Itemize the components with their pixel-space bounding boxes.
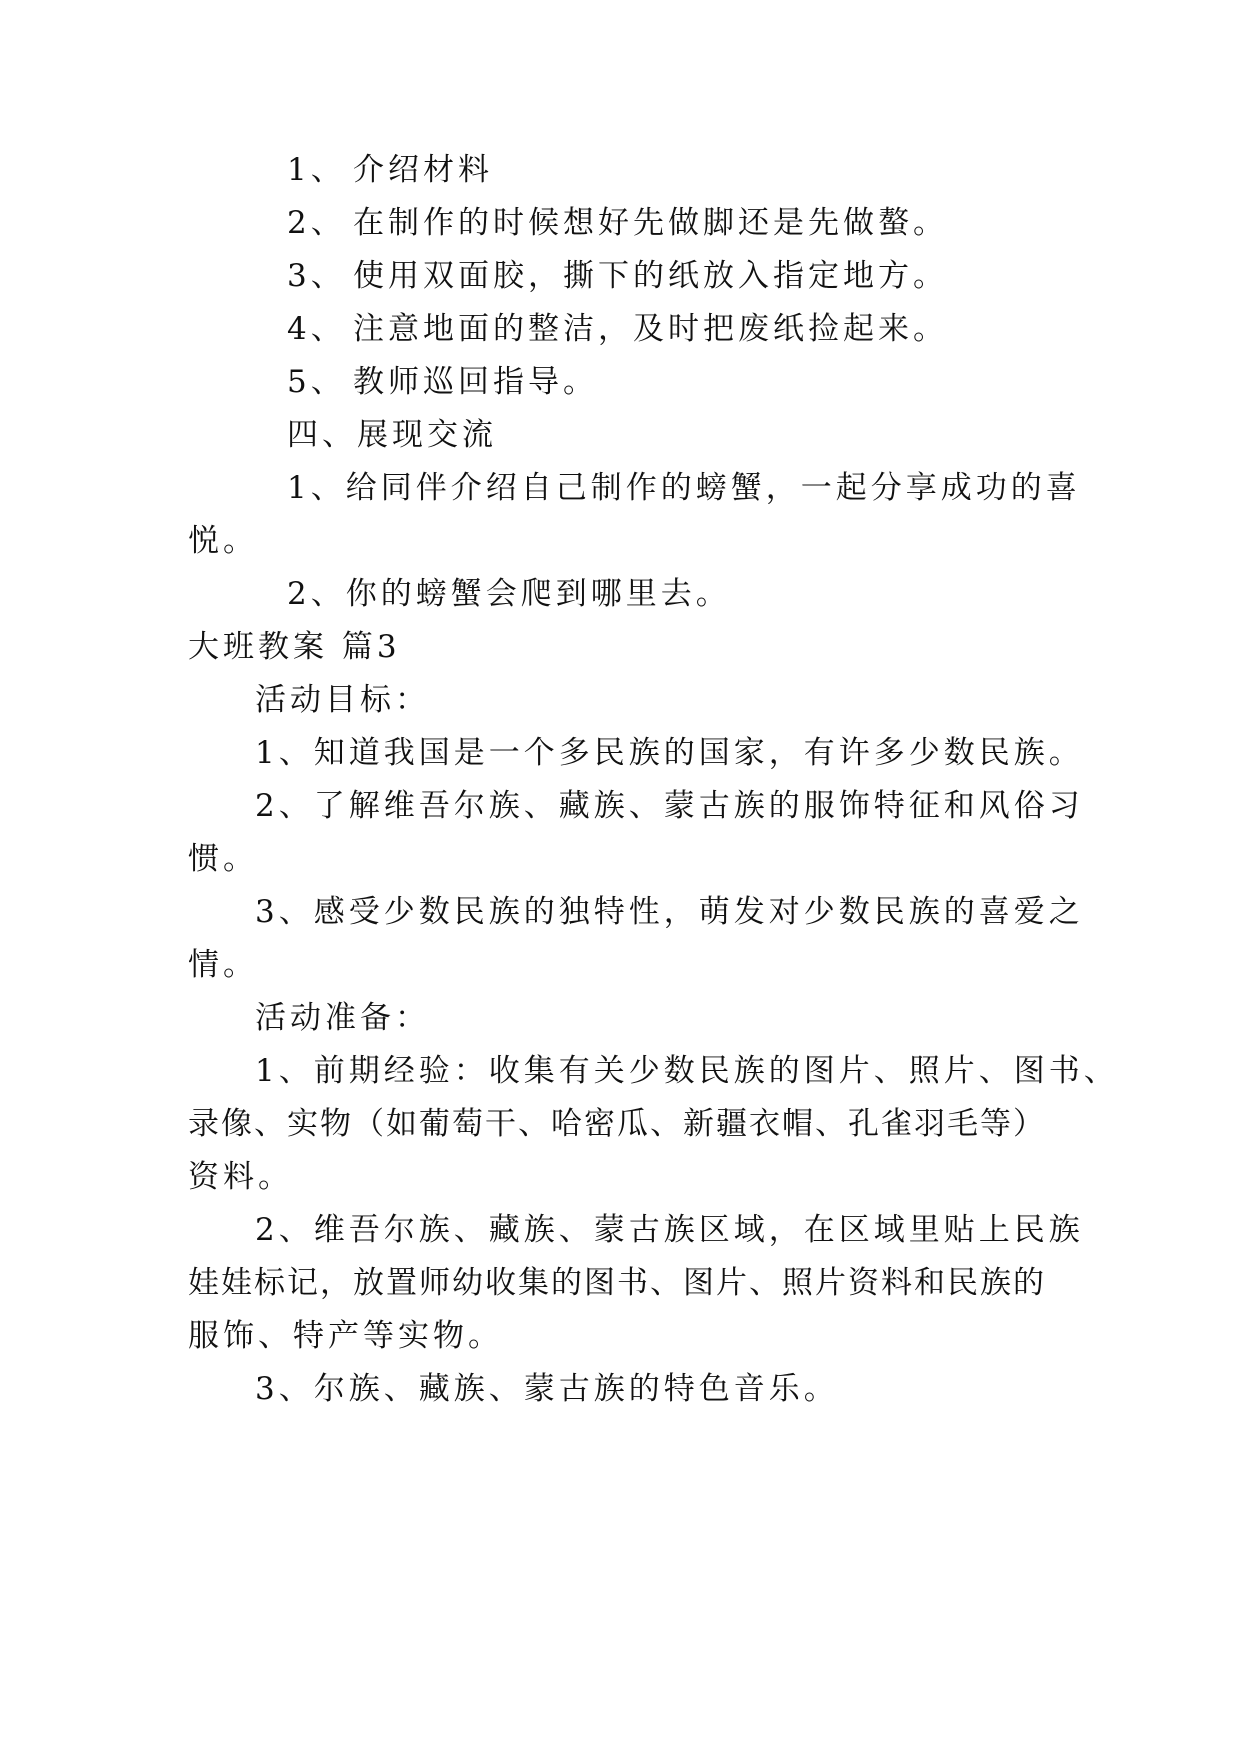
prep-line: 资料。 (188, 1159, 293, 1195)
prep-line: 娃娃标记，放置师幼收集的图书、图片、照片资料和民族的 (188, 1265, 1046, 1301)
step-item (287, 150, 493, 190)
goal-line: 2、了解维吾尔族、藏族、蒙古族的服饰特征和风俗习 (255, 788, 1084, 824)
step-text: 教师巡回指导。 (353, 364, 598, 400)
step-item (287, 362, 598, 402)
step-item (287, 309, 948, 349)
step-item (287, 203, 948, 243)
section-heading: 四、展现交流 (287, 417, 497, 453)
section-item-line: 2、你的螃蟹会爬到哪里去。 (287, 576, 731, 612)
step-text: 在制作的时候想好先做脚还是先做螯。 (353, 205, 948, 241)
goals-heading: 活动目标： (255, 682, 430, 718)
step-number: 5、 (287, 364, 346, 400)
prep-line: 录像、实物（如葡萄干、哈密瓜、新疆衣帽、孔雀羽毛等） (188, 1106, 1046, 1142)
step-number: 2、 (287, 205, 346, 241)
prep-line: 3、尔族、藏族、蒙古族的特色音乐。 (255, 1371, 839, 1407)
goal-line: 1、知道我国是一个多民族的国家，有许多少数民族。 (255, 735, 1084, 771)
step-number: 3、 (287, 258, 346, 294)
step-text: 介绍材料 (353, 152, 493, 188)
prep-line: 服饰、特产等实物。 (188, 1318, 503, 1354)
section-item-line: 1、给同伴介绍自己制作的螃蟹，一起分享成功的喜 (287, 470, 1081, 506)
prep-line: 1、前期经验：收集有关少数民族的图片、照片、图书、 (255, 1053, 1119, 1089)
section-item-line: 悦。 (188, 523, 258, 559)
goal-line: 情。 (188, 947, 258, 983)
lesson-title: 大班教案 篇3 (188, 629, 401, 665)
step-text: 注意地面的整洁，及时把废纸捡起来。 (353, 311, 948, 347)
prep-line: 2、维吾尔族、藏族、蒙古族区域，在区域里贴上民族 (255, 1212, 1084, 1248)
step-item (287, 256, 948, 296)
goal-line: 惯。 (188, 841, 258, 877)
goal-line: 3、感受少数民族的独特性，萌发对少数民族的喜爱之 (255, 894, 1084, 930)
step-number: 1、 (287, 152, 346, 188)
step-number: 4、 (287, 311, 346, 347)
step-text: 使用双面胶，撕下的纸放入指定地方。 (353, 258, 948, 294)
prep-heading: 活动准备： (255, 1000, 430, 1036)
